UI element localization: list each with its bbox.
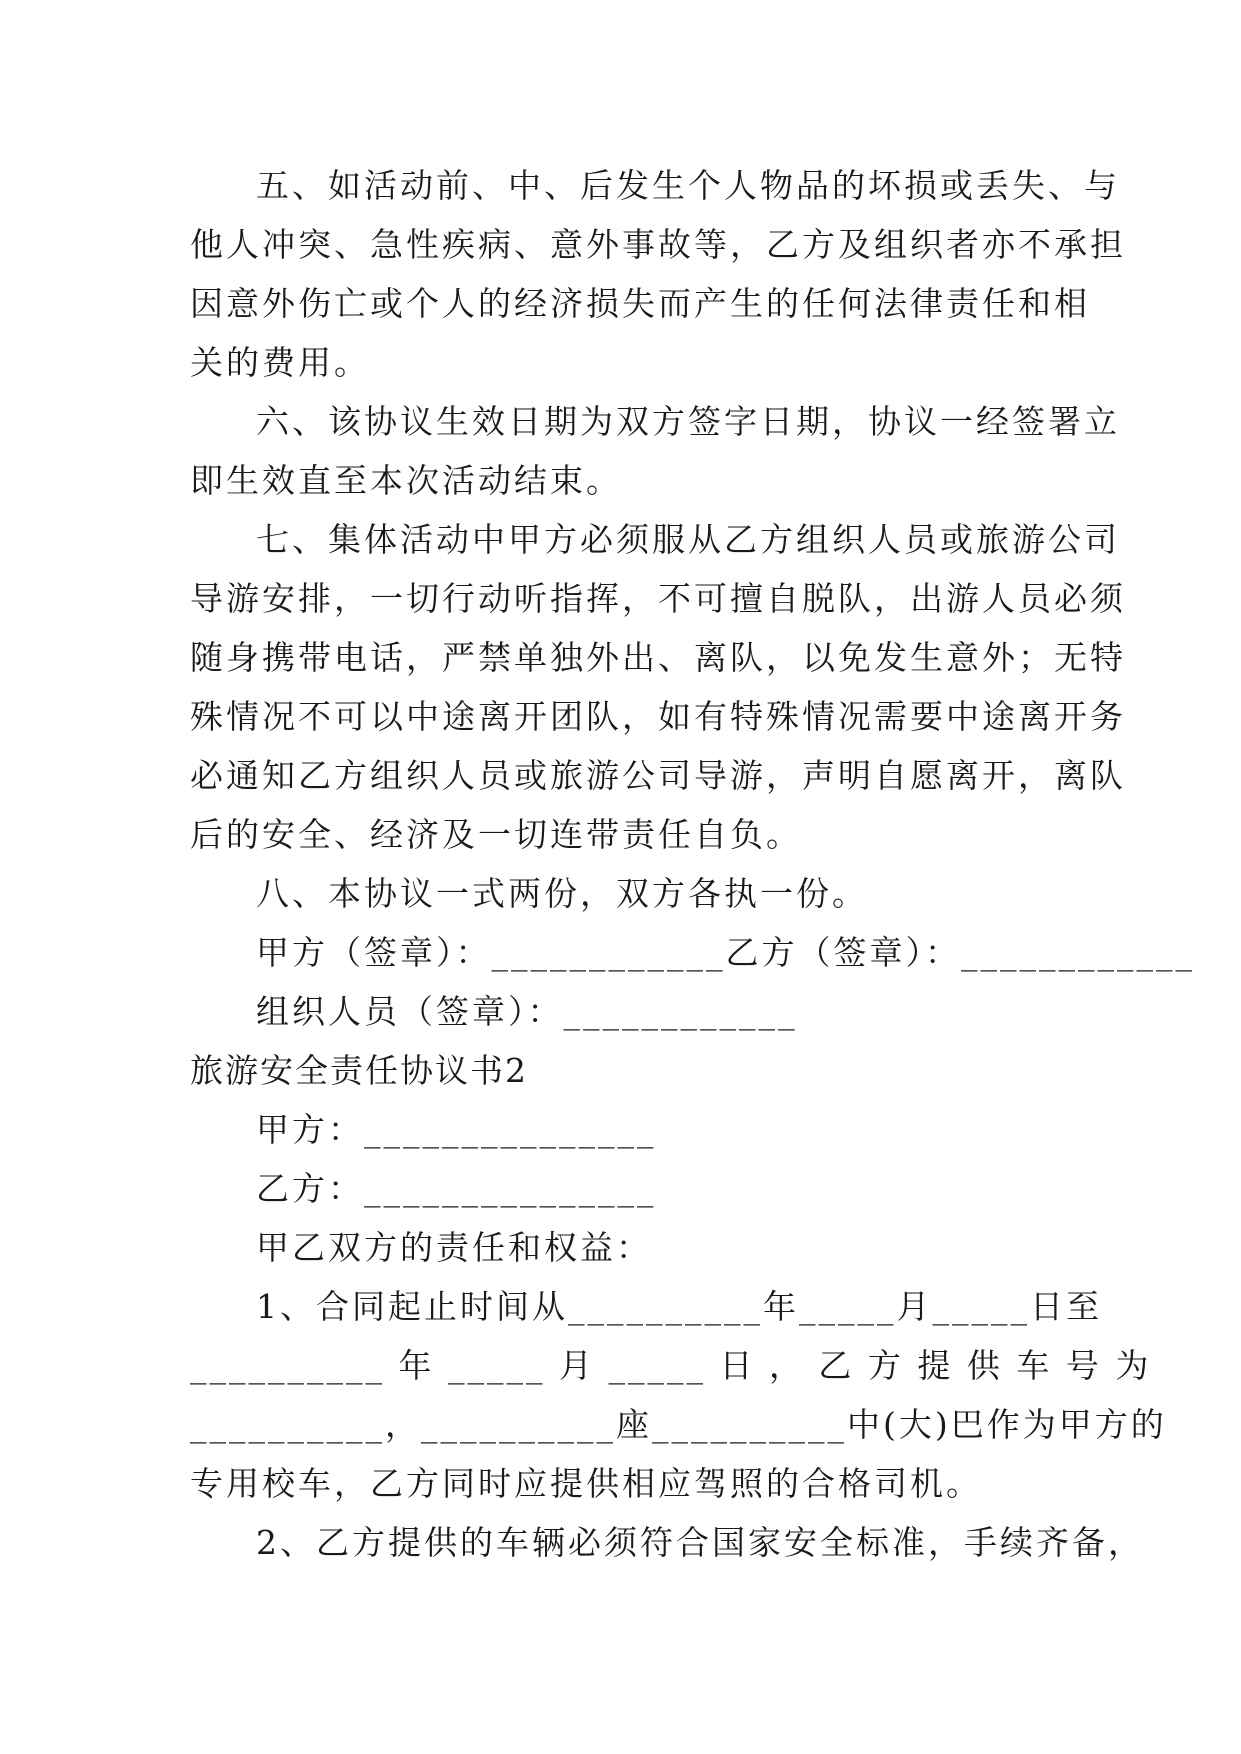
document-title-2: 旅游安全责任协议书2 <box>190 1051 528 1090</box>
clause-5-line-4: 关的费用。 <box>190 343 370 382</box>
clause-7-line-6: 后的安全、经济及一切连带责任自负。 <box>190 815 802 854</box>
signature-parties-line: 甲方（签章）：____________乙方（签章）：____________ <box>256 933 1195 972</box>
item-1-line-4: 专用校车，乙方同时应提供相应驾照的合格司机。 <box>190 1464 982 1503</box>
clause-5-line-1: 五、如活动前、中、后发生个人物品的坏损或丢失、与 <box>256 166 1120 205</box>
document-body <box>190 156 1195 1572</box>
party-b-line: 乙方：_______________ <box>256 1169 657 1208</box>
clause-7-line-3: 随身携带电话，严禁单独外出、离队，以免发生意外；无特 <box>190 638 1126 677</box>
responsibilities-heading: 甲乙双方的责任和权益： <box>256 1228 652 1267</box>
clause-7-line-5: 必通知乙方组织人员或旅游公司导游，声明自愿离开，离队 <box>190 756 1126 795</box>
item-2-line-1: 2、乙方提供的车辆必须符合国家安全标准，手续齐备， <box>256 1523 1144 1562</box>
clause-7-line-4: 殊情况不可以中途离开团队，如有特殊情况需要中途离开务 <box>190 697 1126 736</box>
clause-7-line-2: 导游安排，一切行动听指挥，不可擅自脱队，出游人员必须 <box>190 579 1126 618</box>
signature-organizer-line: 组织人员（签章）：____________ <box>256 992 798 1031</box>
clause-5-line-2: 他人冲突、急性疾病、意外事故等，乙方及组织者亦不承担 <box>190 225 1126 264</box>
clause-6-line-1: 六、该协议生效日期为双方签字日期，协议一经签署立 <box>256 402 1120 441</box>
party-a-line: 甲方：_______________ <box>256 1110 657 1149</box>
item-1-line-2: __________ 年 _____ 月 _____ 日 ， 乙 方 提 供 车 号 为 <box>190 1346 1152 1385</box>
item-1-line-1: 1、合同起止时间从__________年_____月_____日至 <box>256 1287 1102 1326</box>
clause-8-line: 八、本协议一式两份，双方各执一份。 <box>256 874 868 913</box>
clause-7-line-1: 七、集体活动中甲方必须服从乙方组织人员或旅游公司 <box>256 520 1120 559</box>
item-1-line-3: __________，__________座__________中(大)巴作为甲方的 <box>190 1405 1167 1444</box>
clause-5-line-3: 因意外伤亡或个人的经济损失而产生的任何法律责任和相 <box>190 284 1090 323</box>
clause-6-line-2: 即生效直至本次活动结束。 <box>190 461 622 500</box>
